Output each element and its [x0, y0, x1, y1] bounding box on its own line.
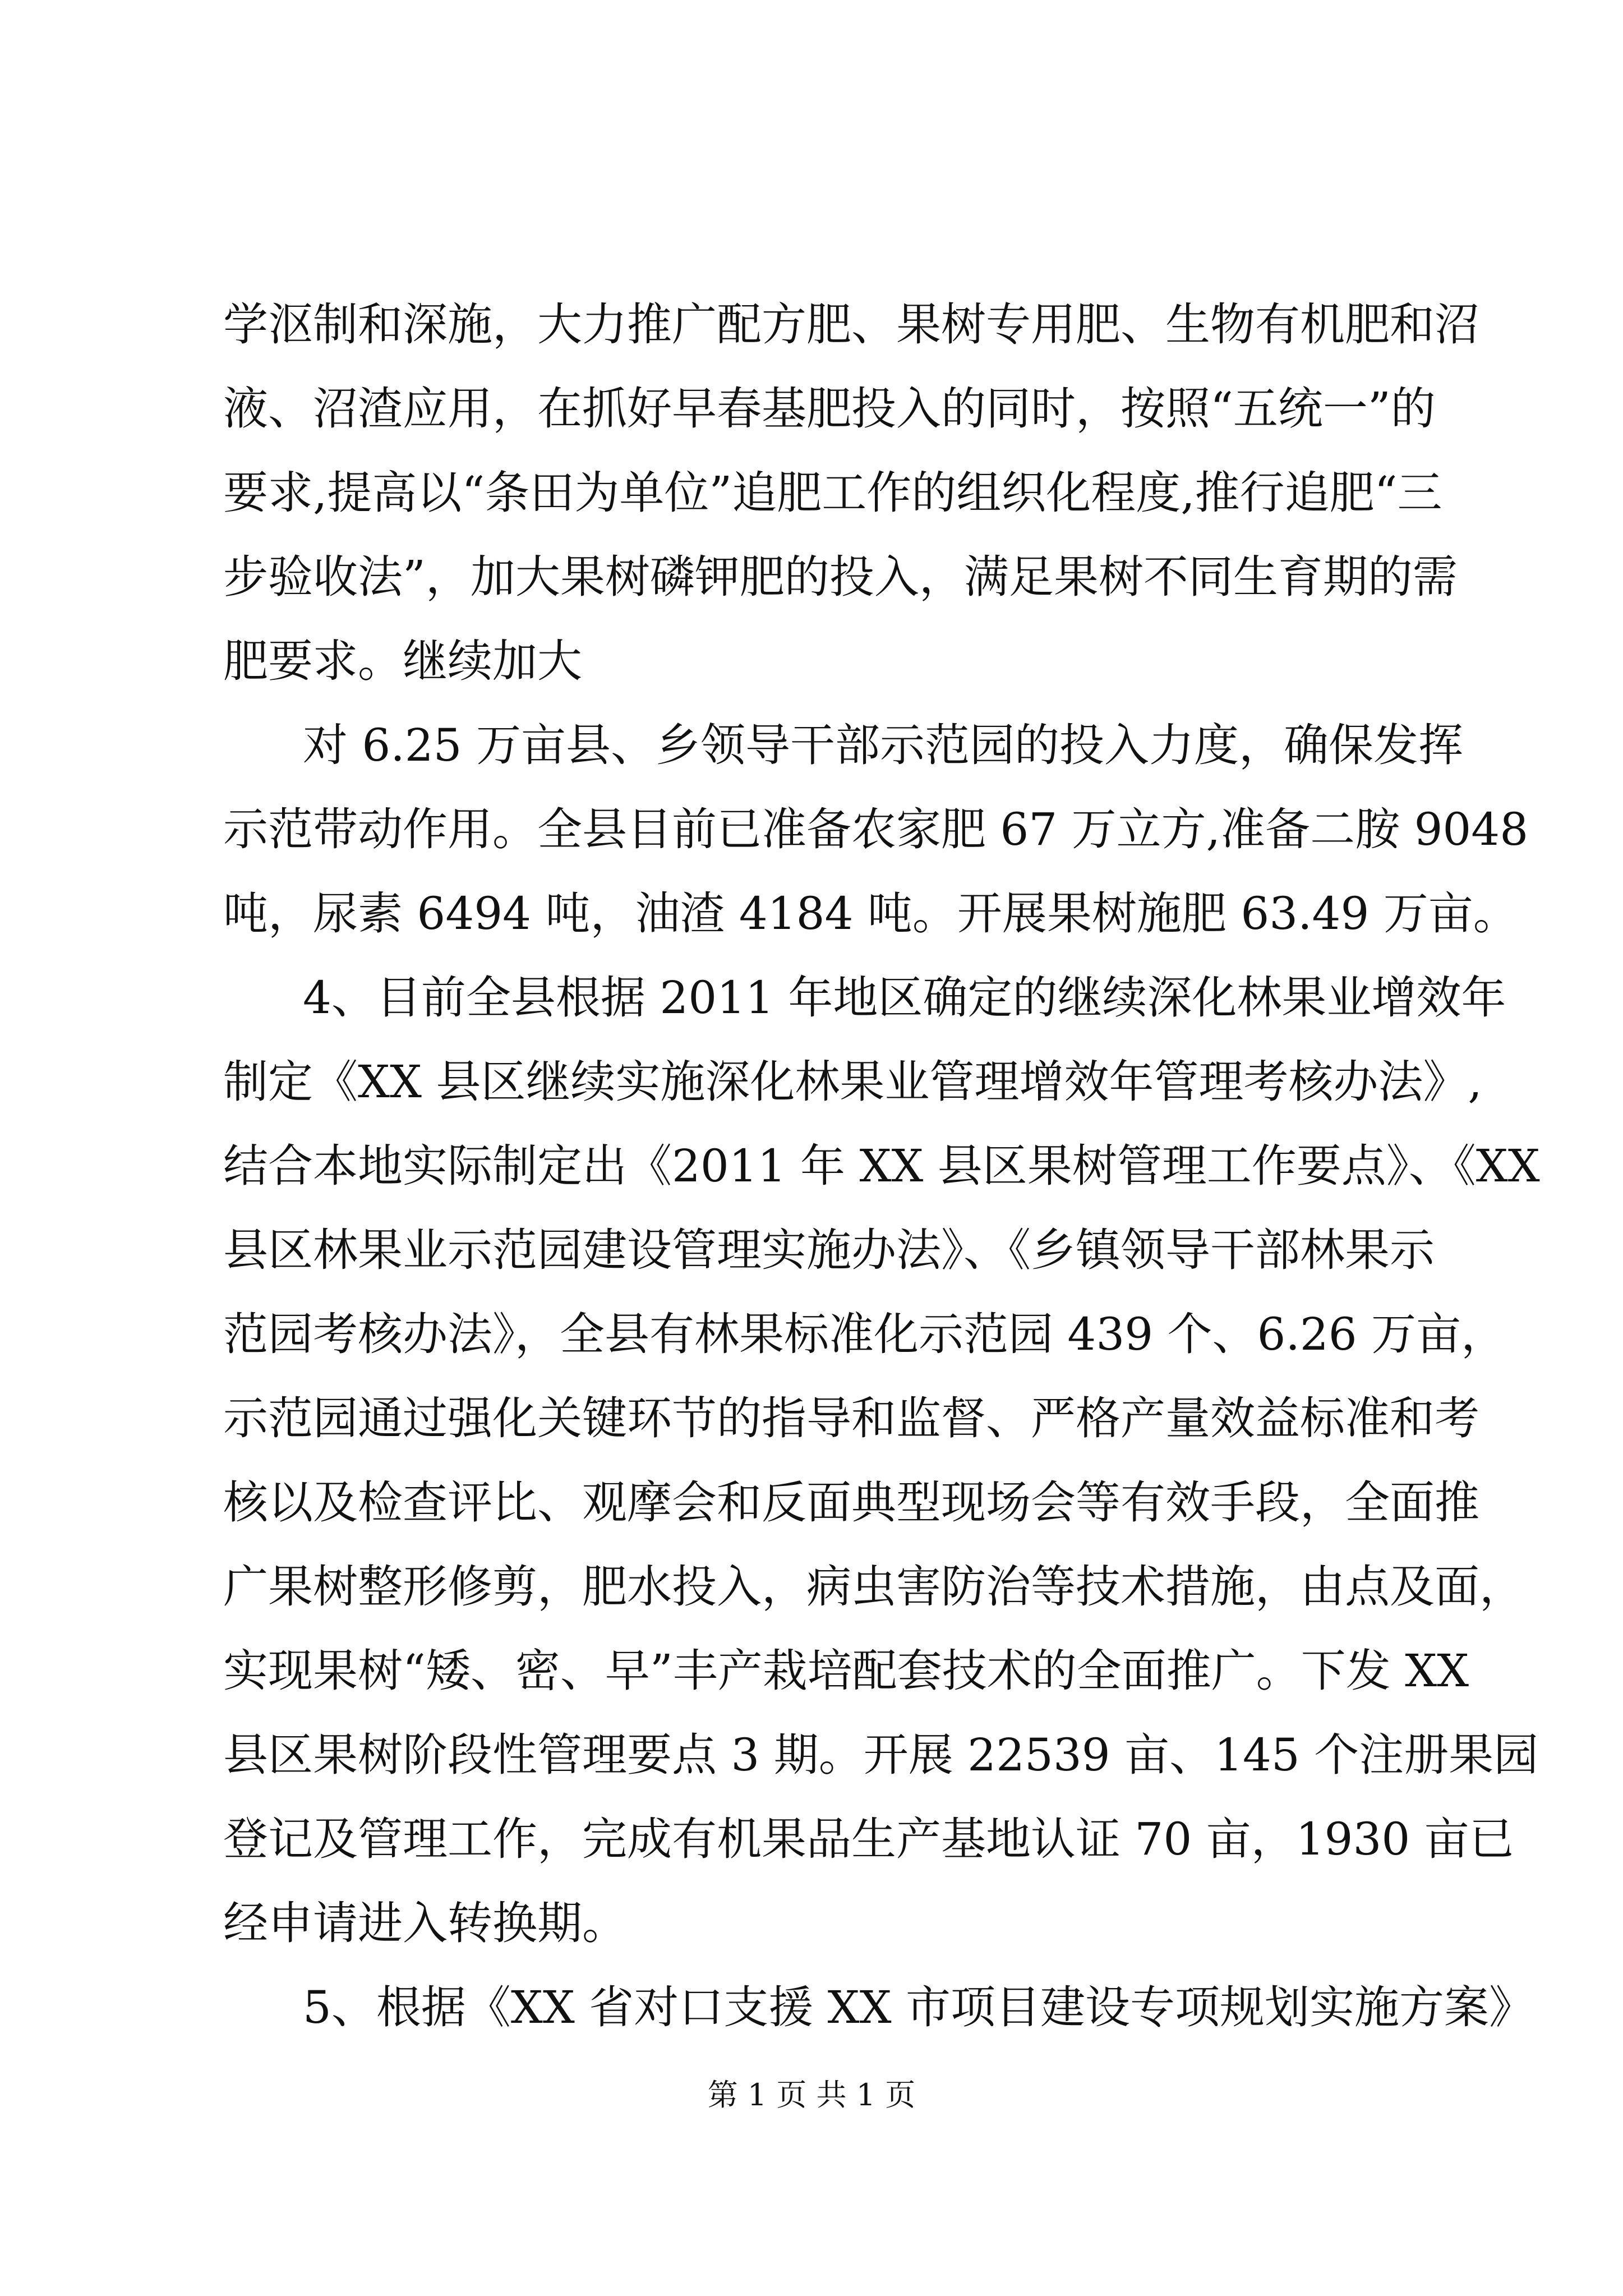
text-line: 5、根据《XX 省对口支援 XX 市项目建设专项规划实施方案》 — [303, 1981, 1534, 2033]
text-line: 步验收法”，加大果树磷钾肥的投入，满足果树不同生育期的需 — [223, 551, 1458, 603]
text-line: 4、目前全县根据 2011 年地区确定的继续深化林果业增效年 — [303, 972, 1506, 1024]
text-line: 学沤制和深施，大力推广配方肥、果树专用肥、生物有机肥和沼 — [223, 298, 1479, 351]
text-line: 结合本地实际制定出《2011 年 XX 县区果树管理工作要点》、《XX — [223, 1140, 1540, 1192]
text-line: 县区林果业示范园建设管理实施办法》、《乡镇领导干部林果示 — [223, 1224, 1435, 1276]
text-line: 示范园通过强化关键环节的指导和监督、严格产量效益标准和考 — [223, 1392, 1479, 1444]
text-line: 范园考核办法》，全县有林果标准化示范园 439 个、6.26 万亩， — [223, 1308, 1506, 1360]
text-line: 吨，尿素 6494 吨，油渣 4184 吨。开展果树施肥 63.49 万亩。 — [223, 887, 1518, 940]
text-line: 示范带动作用。全县目前已准备农家肥 67 万立方,准备二胺 9048 — [223, 803, 1529, 855]
text-line: 液、沼渣应用，在抓好早春基肥投入的同时，按照“五统一”的 — [223, 383, 1436, 435]
text-line: 核以及检查评比、观摩会和反面典型现场会等有效手段，全面推 — [223, 1476, 1479, 1529]
text-line: 实现果树“矮、密、早”丰产栽培配套技术的全面推广。下发 XX — [223, 1645, 1469, 1697]
text-line: 肥要求。继续加大 — [223, 635, 582, 687]
text-line: 登记及管理工作，完成有机果品生产基地认证 70 亩，1930 亩已 — [223, 1813, 1514, 1865]
text-line: 县区果树阶段性管理要点 3 期。开展 22539 亩、145 个注册果园 — [223, 1729, 1539, 1781]
text-line: 经申请进入转换期。 — [223, 1897, 627, 1949]
text-line: 制定《XX 县区继续实施深化林果业管理增效年管理考核办法》, — [223, 1056, 1482, 1108]
page-footer: 第 1 页 共 1 页 — [707, 2077, 916, 2113]
text-line: 对 6.25 万亩县、乡领导干部示范园的投入力度，确保发挥 — [303, 719, 1463, 771]
text-line: 广果树整形修剪，肥水投入，病虫害防治等技术措施，由点及面， — [223, 1561, 1524, 1613]
text-line: 要求,提高以“条田为单位”追肥工作的组织化程度,推行追肥“三 — [223, 467, 1442, 519]
